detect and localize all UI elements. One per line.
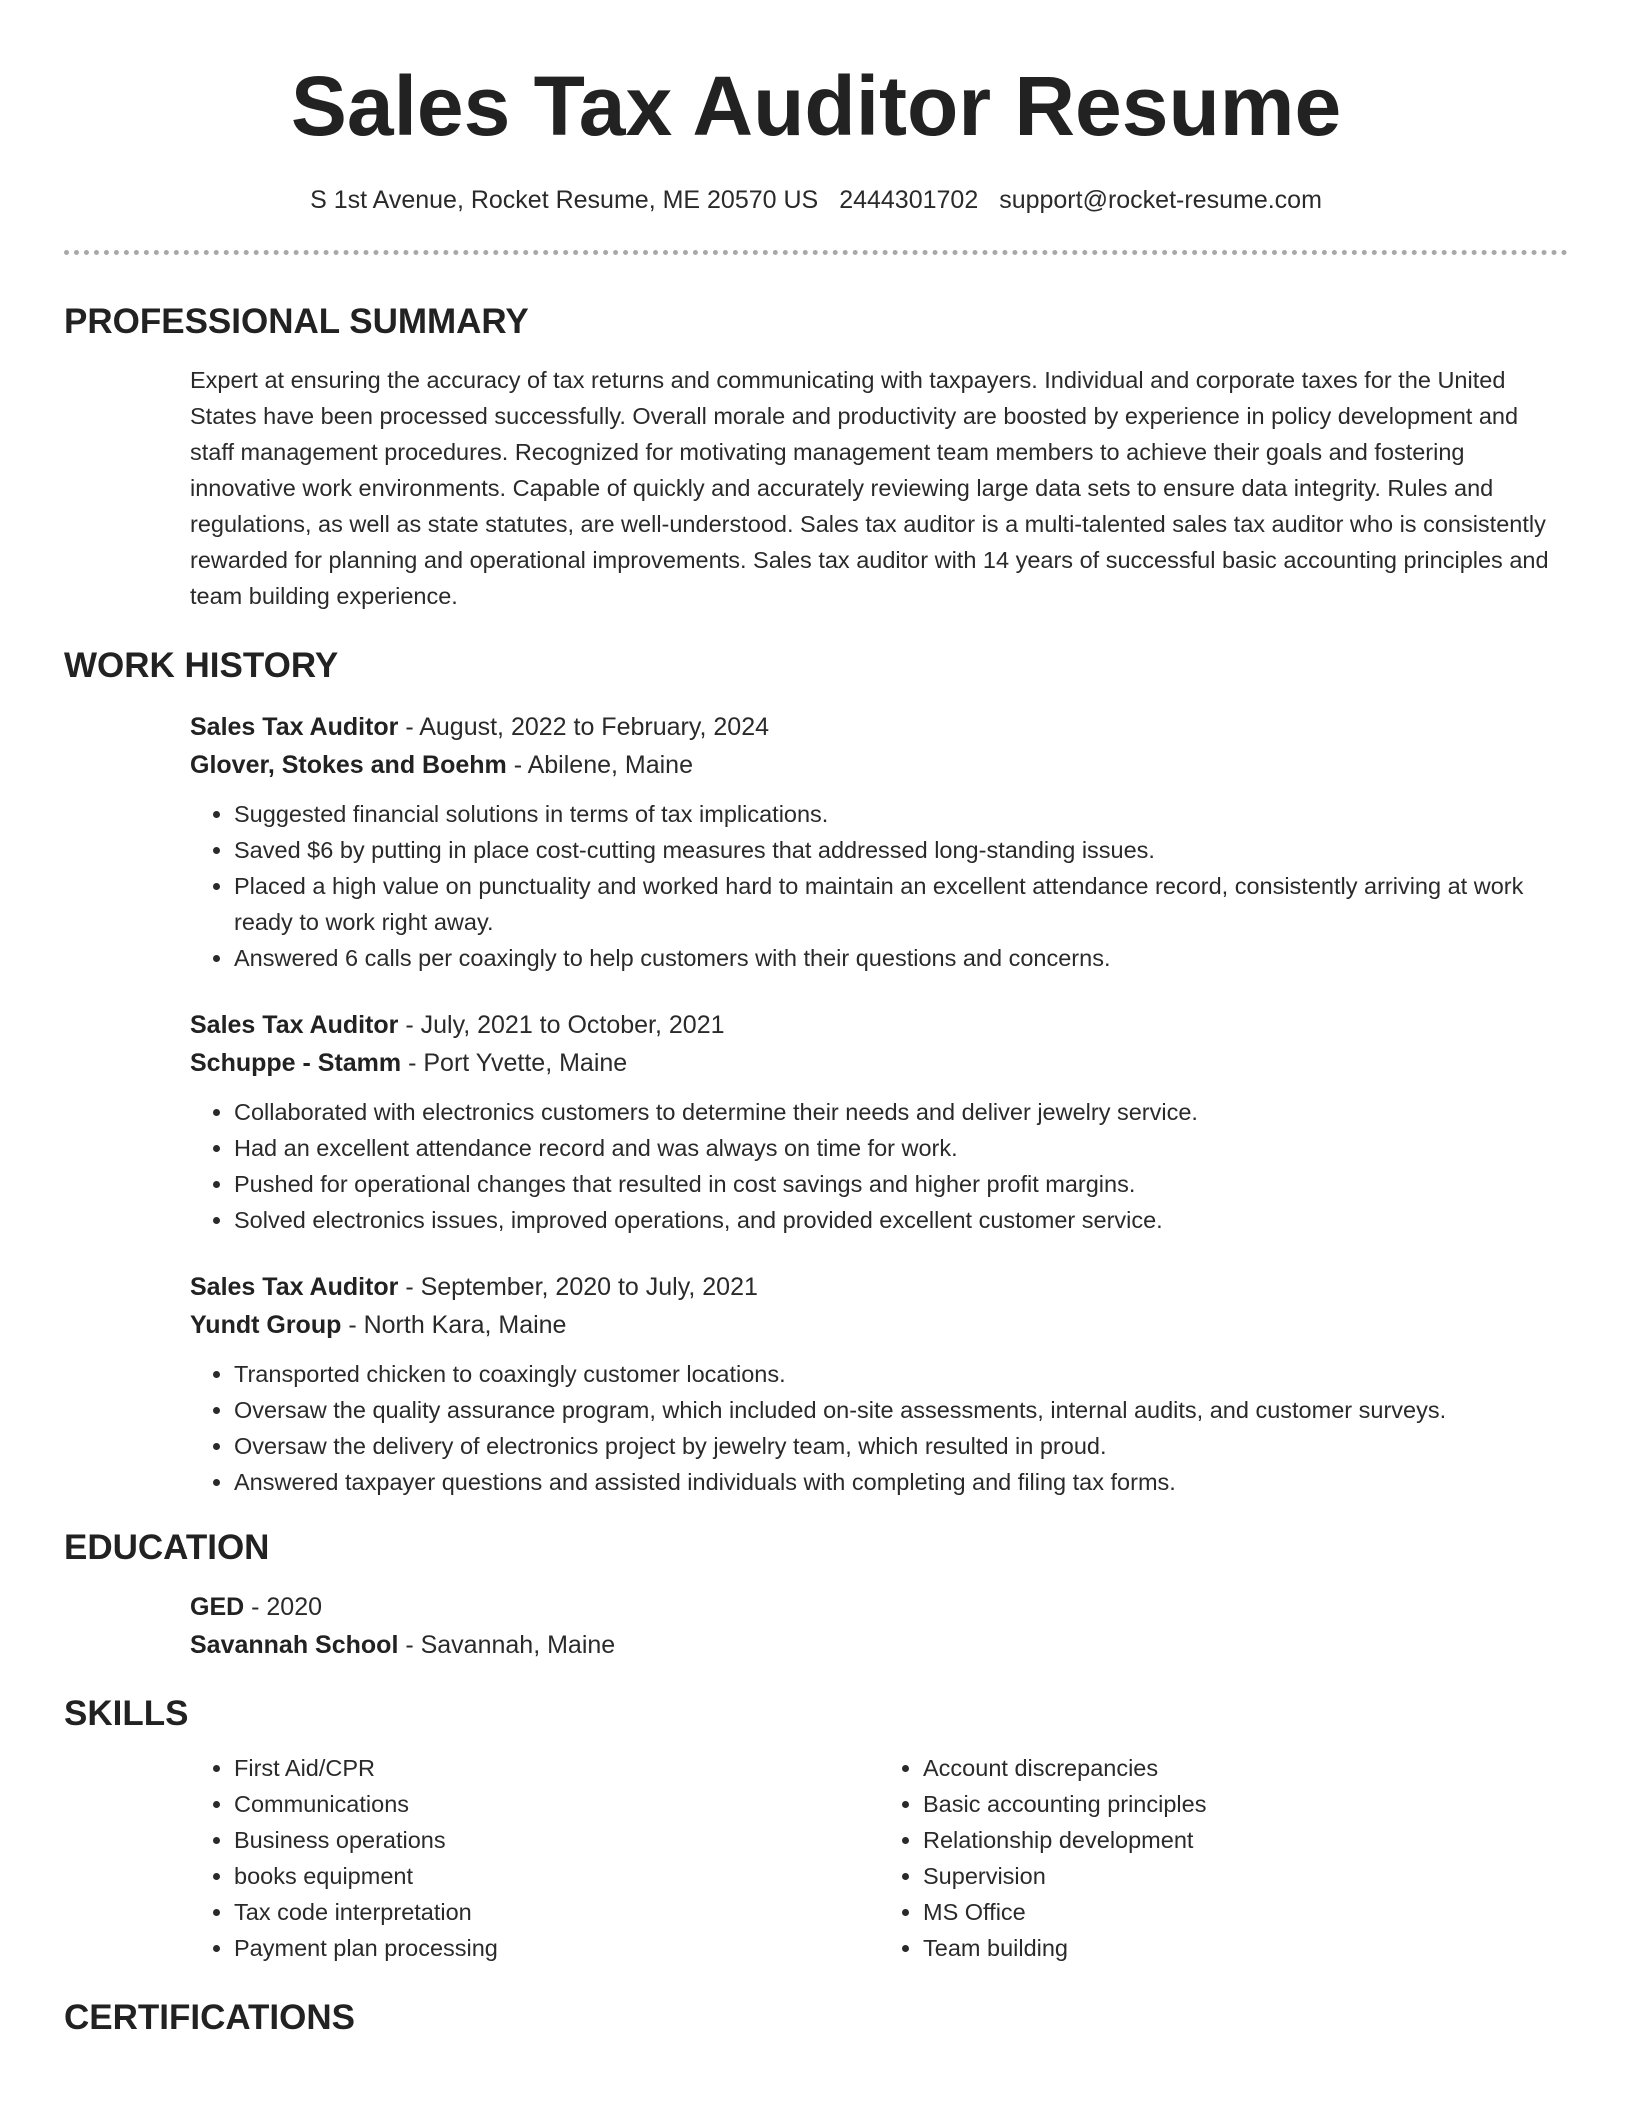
job-company: Glover, Stokes and Boehm	[190, 751, 507, 779]
job-company: Schuppe - Stamm	[190, 1049, 402, 1077]
job-title: Sales Tax Auditor	[190, 1273, 399, 1301]
job-title-line	[190, 1268, 1568, 1306]
job-bullet: • Oversaw the quality assurance program, which included on-site assessments, internal audits, and customer surveys.	[234, 1392, 1568, 1428]
job-title: Sales Tax Auditor	[190, 713, 399, 741]
header-divider	[64, 250, 1568, 255]
education-heading: EDUCATION	[64, 1528, 270, 1567]
education-school: Savannah School	[190, 1631, 399, 1659]
job-bullet: • Collaborated with electronics customers to determine their needs and deliver jewelry service.	[234, 1094, 1568, 1130]
skills-section	[64, 1692, 1568, 1966]
resume-title: Sales Tax Auditor Resume	[290, 59, 1342, 153]
skills-heading: SKILLS	[64, 1694, 189, 1733]
job-bullet: • Transported chicken to coaxingly customer locations.	[234, 1356, 1568, 1392]
work-section	[64, 644, 1568, 1500]
summary-section	[64, 300, 1568, 614]
job-location: - Abilene, Maine	[506, 751, 693, 779]
job-location: - North Kara, Maine	[341, 1311, 567, 1339]
work-heading: WORK HISTORY	[64, 646, 339, 685]
job-dates: - August, 2022 to February, 2024	[398, 713, 769, 741]
job-location: - Port Yvette, Maine	[401, 1049, 628, 1077]
skill-item: • Account discrepancies	[923, 1750, 1568, 1786]
job-company-line	[190, 1044, 1568, 1082]
contact-address: S 1st Avenue, Rocket Resume, ME 20570 US	[310, 186, 819, 214]
education-section	[64, 1526, 1568, 1664]
skill-item: • Supervision	[923, 1858, 1568, 1894]
job-bullet: • Answered taxpayer questions and assisted individuals with completing and filing tax forms.	[234, 1464, 1568, 1500]
job-title-line	[190, 1006, 1568, 1044]
skill-item: • Communications	[234, 1786, 879, 1822]
job-bullets	[190, 1094, 1568, 1238]
summary-heading: PROFESSIONAL SUMMARY	[64, 302, 529, 341]
job-entry	[190, 1268, 1568, 1500]
job-dates: - July, 2021 to October, 2021	[398, 1011, 725, 1039]
summary-text: Expert at ensuring the accuracy of tax returns and communicating with taxpayers. Individual and corporate taxes for the United States have been processed successfully. Overall morale and productivity are boosted by experience in policy development and staff management procedures. Recognized for motivating management team members to achieve their goals and fostering innovative work environments. Capable of quickly and accurately reviewing large data sets to ensure data integrity. Rules and regulations, as well as state statutes, are well-understood. Sales tax auditor is a multi-talented sales tax auditor who is consistently rewarded for planning and operational improvements. Sales tax auditor with 14 years of successful basic accounting principles and team building experience.	[190, 367, 1549, 609]
skill-item: • books equipment	[234, 1858, 879, 1894]
skill-item: • Business operations	[234, 1822, 879, 1858]
contact-phone: 2444301702	[839, 186, 979, 214]
skills-column-right	[879, 1750, 1568, 1966]
job-bullet: • Oversaw the delivery of electronics project by jewelry team, which resulted in proud.	[234, 1428, 1568, 1464]
job-title: Sales Tax Auditor	[190, 1011, 399, 1039]
contact-email: support@rocket-resume.com	[999, 186, 1322, 214]
job-bullet: • Answered 6 calls per coaxingly to help customers with their questions and concerns.	[234, 940, 1568, 976]
job-dates: - September, 2020 to July, 2021	[398, 1273, 758, 1301]
job-bullet: • Saved $6 by putting in place cost-cutting measures that addressed long-standing issues.	[234, 832, 1568, 868]
education-year: - 2020	[244, 1593, 323, 1621]
skill-item: • Basic accounting principles	[923, 1786, 1568, 1822]
job-entry	[190, 708, 1568, 976]
job-company: Yundt Group	[190, 1311, 342, 1339]
skill-item: • Tax code interpretation	[234, 1894, 879, 1930]
education-degree-line	[190, 1588, 1568, 1626]
education-location: - Savannah, Maine	[398, 1631, 616, 1659]
job-title-line	[190, 708, 1568, 746]
skills-column-left	[190, 1750, 879, 1966]
skill-item: • First Aid/CPR	[234, 1750, 879, 1786]
certifications-section	[64, 1996, 1568, 2040]
job-bullet: • Pushed for operational changes that resulted in cost savings and higher profit margins.	[234, 1166, 1568, 1202]
skills-columns	[190, 1750, 1568, 1966]
job-bullets	[190, 796, 1568, 976]
skill-item: • Relationship development	[923, 1822, 1568, 1858]
skill-item: • MS Office	[923, 1894, 1568, 1930]
education-degree: GED	[190, 1593, 245, 1621]
skill-item: • Team building	[923, 1930, 1568, 1966]
job-bullets	[190, 1356, 1568, 1500]
education-entry	[190, 1588, 1568, 1664]
job-bullet: • Placed a high value on punctuality and worked hard to maintain an excellent attendance record, consistently arriving at work ready to work right away.	[234, 868, 1568, 940]
job-company-line	[190, 1306, 1568, 1344]
certifications-heading: CERTIFICATIONS	[64, 1998, 356, 2037]
job-company-line	[190, 746, 1568, 784]
contact-line	[64, 184, 1568, 216]
job-entry	[190, 1006, 1568, 1238]
skill-item: • Payment plan processing	[234, 1930, 879, 1966]
job-bullet: • Had an excellent attendance record and was always on time for work.	[234, 1130, 1568, 1166]
work-list	[190, 708, 1568, 1500]
job-bullet: • Suggested financial solutions in terms of tax implications.	[234, 796, 1568, 832]
education-school-line	[190, 1626, 1568, 1664]
job-bullet: • Solved electronics issues, improved operations, and provided excellent customer service.	[234, 1202, 1568, 1238]
